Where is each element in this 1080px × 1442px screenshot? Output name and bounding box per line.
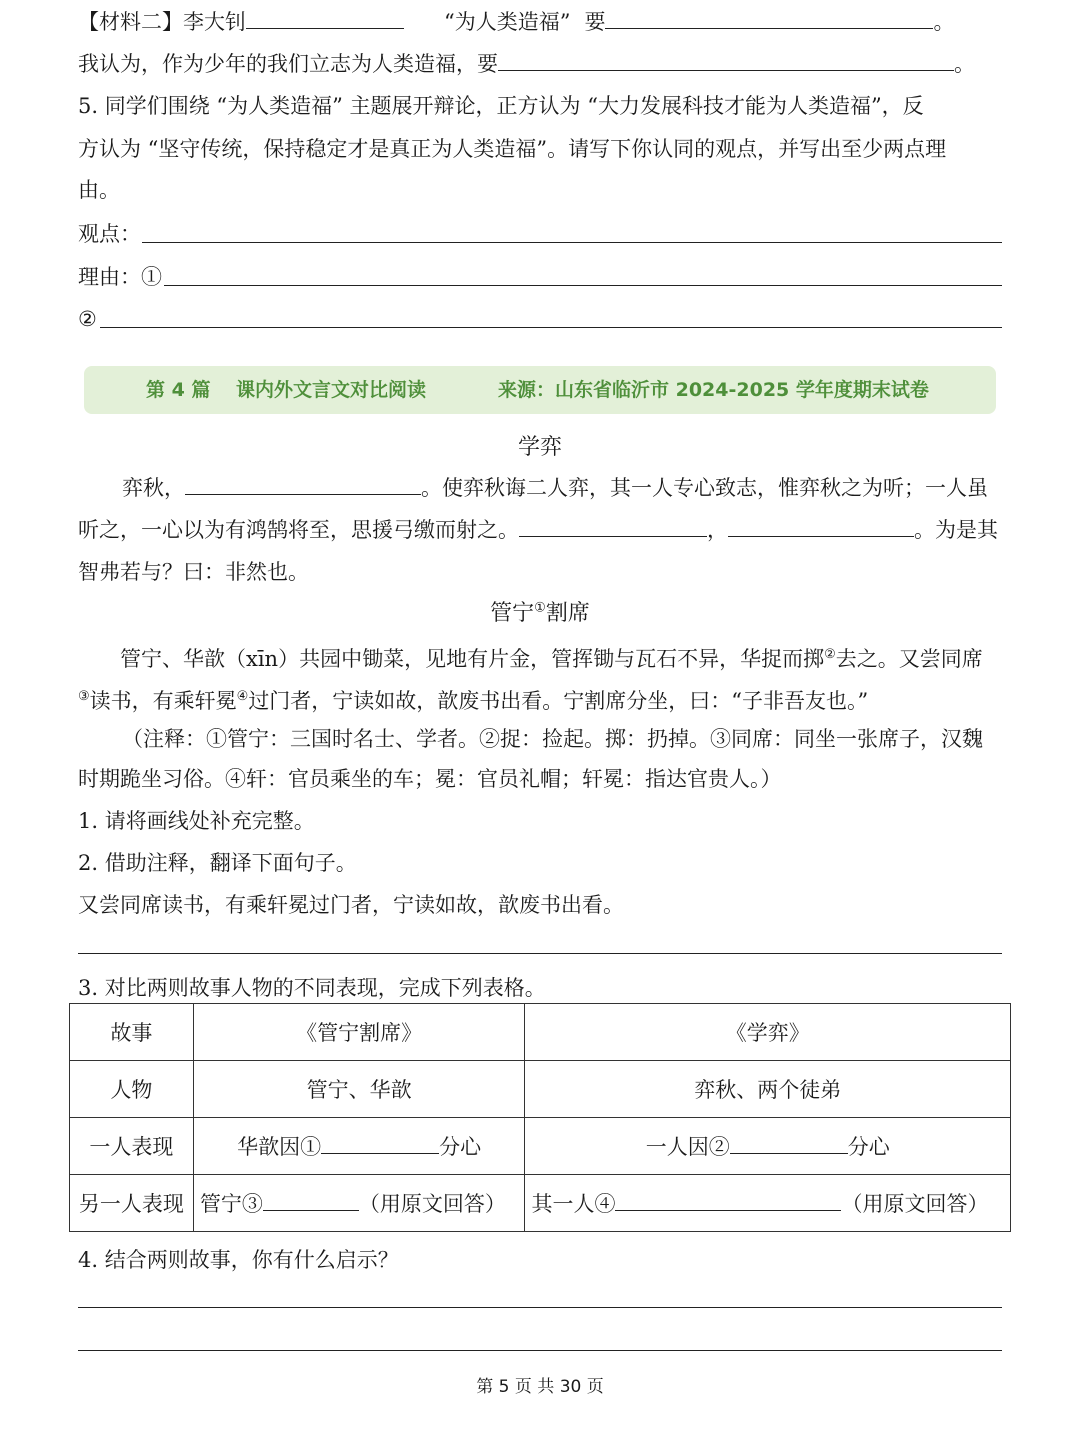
note-marker-4: ④ — [236, 689, 249, 704]
note-marker-2: ② — [824, 647, 836, 662]
guanning-line-1 — [120, 640, 1002, 674]
xueyi-p2-end: 。为是其 — [914, 518, 998, 542]
material2-blank-1[interactable] — [246, 6, 404, 29]
answer-blank-3[interactable] — [263, 1188, 359, 1211]
banner-part: 第 4 篇 — [146, 379, 211, 401]
cell-text: （用原文回答） — [358, 1192, 506, 1216]
guanning-p2-b: 过门者，宁读如故，歆废书出看。宁割席分坐，曰：“子非吾友也。” — [248, 689, 869, 713]
guanning-title — [0, 596, 1080, 627]
table-cell: 管宁、华歆 — [193, 1061, 525, 1118]
question-2: 2. 借助注释，翻译下面句子。 — [78, 851, 357, 875]
notes-line-1: （注释：①管宁：三国时名士、学者。②捉：捡起。掷：扔掉。③同席：同坐一张席子，汉魏 — [122, 727, 983, 751]
banner-source: 来源：山东省临沂市 2024-2025 学年度期末试卷 — [498, 379, 929, 401]
cell-text: 其一人④ — [531, 1192, 616, 1216]
table-cell — [525, 1118, 1011, 1175]
xueyi-line-1 — [122, 472, 1002, 503]
xueyi-line-3: 智弗若与？曰：非然也。 — [78, 560, 309, 584]
opinion-blank[interactable] — [498, 48, 954, 71]
answer-blank-2[interactable] — [730, 1131, 848, 1154]
table-header-xueyi: 《学弈》 — [525, 1004, 1011, 1061]
table-cell — [193, 1118, 525, 1175]
section-banner — [84, 366, 996, 414]
q5-line-1: 5. 同学们围绕 “为人类造福” 主题展开辩论，正方认为 “大力发展科技才能为人类造福”，反 — [78, 94, 924, 118]
xueyi-p2-comma: ， — [707, 518, 728, 542]
guanning-title-end: 割席 — [545, 601, 590, 626]
reason2-label: ② — [78, 307, 97, 331]
cell-text: 分心 — [847, 1135, 890, 1159]
banner-topic: 课内外文言文对比阅读 — [236, 379, 427, 401]
viewpoint-label: 观点： — [78, 222, 141, 246]
table-cell: 弈秋、两个徒弟 — [525, 1061, 1011, 1118]
page-footer: 第 5 页 共 30 页 — [476, 1377, 604, 1397]
xueyi-blank-2[interactable] — [519, 514, 707, 537]
cell-text: 一人因② — [645, 1135, 730, 1159]
q5-line-2: 方认为 “坚守传统，保持稳定才是真正为人类造福”。请写下你认同的观点，并写出至少两点理 — [78, 137, 947, 161]
table-header-story: 故事 — [70, 1004, 194, 1061]
opinion-text: 我认为，作为少年的我们立志为人类造福，要 — [78, 52, 498, 76]
cell-text: 管宁③ — [199, 1192, 263, 1216]
cell-text: 华歆因① — [237, 1135, 322, 1159]
material2-line — [78, 6, 1002, 37]
xueyi-p2-start: 听之，一心以为有鸿鹄将至，思援弓缴而射之。 — [78, 518, 519, 542]
table-row — [70, 1118, 1011, 1175]
answer-blank-1[interactable] — [321, 1131, 439, 1154]
reason2-blank[interactable] — [100, 327, 1002, 328]
table-header-guanning: 《管宁割席》 — [193, 1004, 525, 1061]
answer-blank-4[interactable] — [615, 1188, 841, 1211]
question-3: 3. 对比两则故事人物的不同表现，完成下列表格。 — [78, 976, 546, 1000]
table-cell-label: 一人表现 — [70, 1118, 194, 1175]
table-cell — [193, 1175, 525, 1232]
inspiration-answer-line-2[interactable] — [78, 1350, 1002, 1351]
guanning-line-2 — [78, 682, 1002, 716]
opinion-period: 。 — [954, 52, 975, 76]
xueyi-p1-start: 弈秋， — [122, 476, 185, 500]
translation-answer-line[interactable] — [78, 953, 1002, 954]
cell-text: 分心 — [439, 1135, 482, 1159]
opinion-line — [78, 48, 1002, 79]
table-row — [70, 1061, 1011, 1118]
xueyi-blank-3[interactable] — [728, 514, 914, 537]
question-4: 4. 结合两则故事，你有什么启示？ — [78, 1248, 399, 1272]
guanning-p2-a: 读书，有乘轩冕 — [89, 689, 237, 713]
guanning-p1-a: 管宁、华歆（xīn）共园中锄菜，见地有片金，管挥锄与瓦石不异，华捉而掷 — [120, 647, 825, 671]
table-row — [70, 1004, 1011, 1061]
reason-label: 理由：① — [78, 265, 162, 289]
question-1: 1. 请将画线处补充完整。 — [78, 809, 315, 833]
comparison-table — [69, 1003, 1011, 1232]
xueyi-blank-1[interactable] — [185, 472, 421, 495]
inspiration-answer-line-1[interactable] — [78, 1307, 1002, 1308]
guanning-title-start: 管宁 — [490, 601, 535, 626]
question-2-sentence: 又尝同席读书，有乘轩冕过门者，宁读如故，歆废书出看。 — [78, 893, 624, 917]
table-cell-label: 人物 — [70, 1061, 194, 1118]
table-cell — [525, 1175, 1011, 1232]
guanning-p1-b: 去之。又尝同席 — [835, 647, 983, 671]
cell-text: （用原文回答） — [841, 1192, 989, 1216]
material2-quote: “为人类造福” — [444, 10, 571, 34]
q5-line-3: 由。 — [78, 178, 120, 202]
xueyi-title: 学弈 — [517, 435, 562, 460]
reason1-blank[interactable] — [164, 285, 1002, 286]
material2-blank-2[interactable] — [605, 6, 933, 29]
xueyi-line-2 — [78, 514, 1002, 545]
material2-yao: 要 — [584, 10, 606, 34]
notes-line-2: 时期跪坐习俗。④轩：官员乘坐的车；冕：官员礼帽；轩冕：指达官贵人。） — [78, 767, 782, 791]
viewpoint-blank[interactable] — [142, 242, 1002, 243]
xueyi-p1-rest: 。使弈秋诲二人弈，其一人专心致志，惟弈秋之为听；一人虽 — [421, 476, 988, 500]
note-marker-3: ③ — [78, 689, 90, 704]
table-row — [70, 1175, 1011, 1232]
material2-period: 。 — [933, 10, 955, 34]
material2-label: 【材料二】李大钊 — [78, 10, 246, 34]
table-cell-label: 另一人表现 — [70, 1175, 194, 1232]
note-marker-1: ① — [534, 600, 546, 616]
